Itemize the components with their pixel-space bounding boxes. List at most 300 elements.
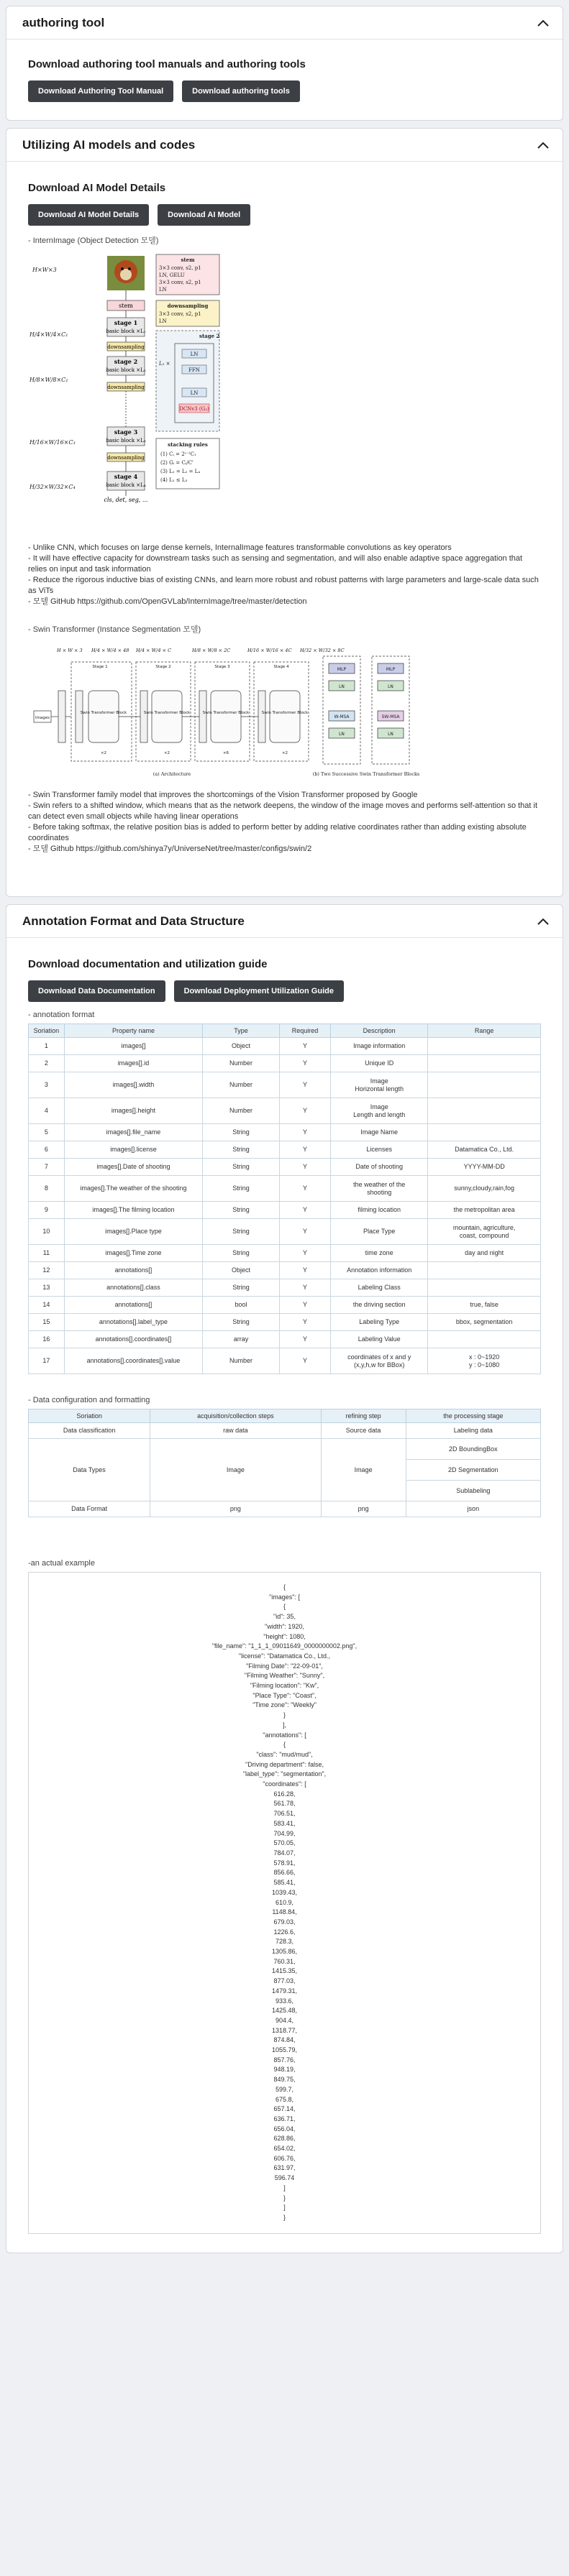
download-deployment-guide-button[interactable]: Download Deployment Utilization Guide	[174, 980, 344, 1002]
json-line: 760.31,	[273, 1957, 296, 1965]
downsampling-text-2: downsampling	[107, 385, 145, 390]
json-line: "label_type": "segmentation",	[242, 1770, 327, 1778]
table-cell: YYYY-MM-DD	[428, 1159, 541, 1176]
table-cell: annotations[].class	[64, 1279, 202, 1297]
swin-github-link[interactable]: - 모델 Github https://github.com/shinya7y/UniverseNet/tree/master/configs/swin/2	[28, 845, 312, 853]
dim-label-3: H/16×W/16×C₃	[29, 439, 76, 446]
json-line: 616.28,	[273, 1790, 296, 1798]
download-ai-model-details-button[interactable]: Download AI Model Details	[28, 204, 149, 226]
annotation-format-table	[28, 1024, 541, 1374]
json-line: "annotations": [	[263, 1731, 306, 1739]
authoring-tool-title: authoring tool	[22, 15, 105, 29]
swin-cell-mlp-a: MLP	[337, 667, 347, 672]
table-cell: String	[203, 1176, 280, 1202]
stage-2-sub: basic block ×L₂	[106, 367, 146, 373]
swin-block-1	[88, 691, 119, 742]
stem-text: stem	[119, 303, 133, 309]
json-line: 628.86,	[273, 2135, 296, 2143]
download-data-documentation-button[interactable]: Download Data Documentation	[28, 980, 165, 1002]
internimage-label: - InternImage (Object Detection 모델)	[28, 236, 159, 245]
json-line: ],	[282, 1721, 286, 1729]
table-cell: mountain, agriculture, coast, compound	[428, 1219, 541, 1245]
swin-block-4-text: Swin Transformer Block	[261, 711, 309, 715]
swin-cell-wmsa: W-MSA	[334, 714, 350, 719]
swin-patch-merging-2	[140, 691, 147, 742]
json-line: "Time zone": "Weekly"	[252, 1701, 317, 1709]
stage-inner-ln-1: LN	[190, 351, 199, 357]
swin-cell-ln-b1: LN	[388, 684, 393, 689]
json-line: 636.71,	[273, 2115, 296, 2122]
json-line: 933.6,	[275, 1997, 294, 2005]
table-header-cell: Property name	[64, 1024, 202, 1038]
config-cell: json	[406, 1501, 540, 1517]
table-row	[29, 1348, 541, 1374]
dim-label-1: H/4×W/4×C₁	[29, 331, 68, 338]
table-row	[29, 1279, 541, 1297]
json-line: 1425.48,	[271, 2007, 298, 2015]
table-cell: annotations[].label_type	[64, 1314, 202, 1331]
table-cell: images[].Place type	[64, 1219, 202, 1245]
input-image-thumbnail	[107, 256, 145, 290]
stem-detail-2: LN, GELU	[159, 272, 185, 278]
stacking-rule-2: (2) Gᵢ = Cᵢ/C'	[160, 460, 194, 466]
table-cell: Object	[203, 1262, 280, 1279]
config-row-classification	[29, 1423, 541, 1439]
table-cell: String	[203, 1245, 280, 1262]
table-cell: images[].Time zone	[64, 1245, 202, 1262]
table-cell: Place Type	[331, 1219, 428, 1245]
config-header-cell: the processing stage	[406, 1409, 540, 1423]
json-line: 948.19,	[273, 2066, 296, 2074]
internimage-architecture-figure	[28, 250, 258, 527]
swin-stage-2-text: Stage 2	[155, 665, 171, 669]
stacking-rule-4: (4) L₁ ≤ L₃	[160, 477, 188, 483]
json-line: ]	[283, 2204, 286, 2212]
stage-3-text: stage 3	[114, 428, 138, 436]
table-row	[29, 1219, 541, 1245]
json-line: 1148.84,	[272, 1908, 297, 1916]
table-cell: Y	[279, 1098, 330, 1124]
json-line: }	[283, 2214, 286, 2221]
stage-2-detail-title: stage 2	[199, 333, 220, 339]
config-cell: Data Format	[29, 1501, 150, 1517]
table-row	[29, 1297, 541, 1314]
authoring-heading: Download authoring tool manuals and authoring tools	[28, 58, 306, 70]
table-cell: 9	[29, 1202, 65, 1219]
table-cell: Y	[279, 1159, 330, 1176]
json-line: "Filming Date": "22-09-01",	[246, 1662, 323, 1670]
swin-caption-b: (b) Two Successive Swin Transformer Blocks	[312, 771, 420, 777]
stage-3-sub: basic block ×L₃	[106, 438, 146, 443]
cls-text: cls, det, seg, ...	[104, 497, 148, 503]
table-cell: coordinates of x and y (x,y,h,w for BBox)	[331, 1348, 428, 1374]
swin-transformer-architecture-figure	[28, 639, 427, 783]
stage-2-detail-box	[156, 331, 219, 431]
swin-block-4	[270, 691, 300, 742]
table-cell: images[].id	[64, 1055, 202, 1072]
json-line: 706.51,	[273, 1810, 296, 1818]
stacking-rule-3: (3) L₁ = L₂ = L₄	[160, 469, 201, 474]
json-line: ]	[283, 2184, 286, 2191]
table-cell: 14	[29, 1297, 65, 1314]
annotation-heading: Download documentation and utilization guide	[28, 958, 268, 970]
table-cell: images[].The filming location	[64, 1202, 202, 1219]
table-cell: Object	[203, 1038, 280, 1055]
json-line: 570.05,	[273, 1839, 296, 1847]
config-header-cell: acquisition/collection steps	[150, 1409, 321, 1423]
annotation-header[interactable]	[6, 905, 563, 938]
config-cell: Image	[321, 1439, 406, 1501]
table-cell: 10	[29, 1219, 65, 1245]
json-line: 606.76,	[273, 2154, 296, 2162]
table-row	[29, 1124, 541, 1141]
table-cell: images[]	[64, 1038, 202, 1055]
table-cell: Labeling Class	[331, 1279, 428, 1297]
table-cell: Y	[279, 1245, 330, 1262]
config-cell: 2D Segmentation	[406, 1460, 540, 1481]
swin-patch-merging-3	[199, 691, 206, 742]
table-header-cell: Description	[331, 1024, 428, 1038]
table-cell: sunny,cloudy,rain,fog	[428, 1176, 541, 1202]
table-cell: 8	[29, 1176, 65, 1202]
config-cell: png	[150, 1501, 321, 1517]
json-line: 578.91,	[273, 1859, 296, 1867]
json-line: 657.14,	[273, 2105, 296, 2113]
table-cell: time zone	[331, 1245, 428, 1262]
swin-block-3	[211, 691, 241, 742]
json-line: 874.84,	[273, 2036, 296, 2044]
table-cell	[428, 1279, 541, 1297]
swin-stage-4-text: Stage 4	[273, 665, 289, 669]
json-line: 856.66,	[273, 1869, 296, 1877]
swin-block-1-text: Swin Transformer Block	[80, 711, 127, 715]
table-cell: Number	[203, 1072, 280, 1098]
stem-detail-1: 3×3 conv, s2, p1	[159, 265, 201, 271]
table-cell: Datamatica Co., Ltd.	[428, 1141, 541, 1159]
table-cell: images[].file_name	[64, 1124, 202, 1141]
table-cell: Y	[279, 1124, 330, 1141]
config-cell: Data Types	[29, 1439, 150, 1501]
table-row	[29, 1072, 541, 1098]
table-cell: String	[203, 1141, 280, 1159]
config-cell: raw data	[150, 1423, 321, 1439]
json-line: 728.3,	[275, 1938, 294, 1946]
table-cell: images[].license	[64, 1141, 202, 1159]
swin-images-text: Images	[35, 716, 50, 720]
table-cell: day and night	[428, 1245, 541, 1262]
json-line: "license": "Datamatica Co., Ltd.,	[238, 1652, 331, 1660]
json-example-box	[28, 1572, 541, 2234]
table-cell: Image Length and length	[331, 1098, 428, 1124]
table-row	[29, 1159, 541, 1176]
json-line: "file_name": "1_1_1_09011649_0000000002.png",	[211, 1642, 358, 1650]
ai-models-section	[6, 128, 563, 897]
swin-dim-1: H/4 × W/4 × C	[136, 648, 172, 653]
example-label: -an actual example	[28, 1559, 95, 1568]
table-cell: Y	[279, 1176, 330, 1202]
dim-label-0: H×W×3	[32, 267, 57, 273]
table-cell: 17	[29, 1348, 65, 1374]
table-cell	[428, 1055, 541, 1072]
json-line: 877.03,	[273, 1977, 296, 1985]
table-cell: images[].Date of shooting	[64, 1159, 202, 1176]
table-header-cell: Range	[428, 1024, 541, 1038]
json-line: "width": 1920,	[265, 1622, 304, 1630]
swin-caption-a: (a) Architecture	[153, 771, 191, 777]
json-line: 654.02,	[273, 2145, 296, 2153]
internimage-desc-3: - Reduce the rigorous inductive bias of existing CNNs, and learn more robust and robust patterns with large parameters and large-scale data such as ViTs	[28, 576, 539, 595]
json-line: 1305.86,	[271, 1948, 298, 1956]
stage-2-text: stage 2	[114, 358, 138, 365]
chevron-up-icon[interactable]	[535, 15, 551, 31]
table-cell: Image Name	[331, 1124, 428, 1141]
json-line: 704.99,	[273, 1829, 296, 1837]
table-cell: Number	[203, 1348, 280, 1374]
swin-cell-ln-a1: LN	[339, 684, 345, 689]
table-row	[29, 1245, 541, 1262]
json-line: "coordinates": [	[263, 1780, 306, 1788]
config-cell: 2D BoundingBox	[406, 1439, 540, 1460]
table-cell: String	[203, 1314, 280, 1331]
json-line: 561.78,	[273, 1800, 296, 1808]
json-line: "Place Type": "Coast",	[252, 1691, 317, 1699]
config-cell: Data classification	[29, 1423, 150, 1439]
json-line: 849.75,	[273, 2076, 296, 2084]
table-cell	[428, 1038, 541, 1055]
json-line: "Filming Weather": "Sunny",	[244, 1672, 325, 1680]
table-cell: 13	[29, 1279, 65, 1297]
json-line: 583.41,	[273, 1819, 296, 1827]
ai-models-header[interactable]	[6, 129, 563, 162]
swin-block-3-text: Swin Transformer Block	[202, 711, 250, 715]
stem-detail-3: 3×3 conv, s2, p1	[159, 280, 201, 285]
table-cell: 1	[29, 1038, 65, 1055]
table-cell: String	[203, 1159, 280, 1176]
stage-inner-ln-2: LN	[190, 390, 199, 396]
table-cell: bool	[203, 1297, 280, 1314]
table-cell	[428, 1262, 541, 1279]
swin-stage-1-text: Stage 1	[92, 665, 108, 669]
json-line: 679.03,	[273, 1918, 296, 1926]
swin-patch-partition-box	[58, 691, 65, 742]
json-line: 631.97,	[273, 2164, 296, 2172]
table-row	[29, 1038, 541, 1055]
table-cell: Number	[203, 1055, 280, 1072]
config-row-types	[29, 1439, 541, 1460]
swin-patch-merging-4	[258, 691, 265, 742]
json-line: "class": "mud/mud",	[256, 1750, 313, 1758]
table-header-cell: Required	[279, 1024, 330, 1038]
swin-dim-0: H/4 × W/4 × 48	[91, 648, 129, 653]
stacking-rules-title: stacking rules	[168, 441, 208, 448]
swin-label: - Swin Transformer (Instance Segmentation 모델)	[28, 625, 201, 634]
data-configuration-table	[28, 1409, 541, 1517]
json-line: 1479.31,	[271, 1987, 298, 1995]
table-cell: String	[203, 1202, 280, 1219]
table-cell: 5	[29, 1124, 65, 1141]
json-line: {	[283, 1583, 286, 1591]
authoring-tool-section	[6, 6, 563, 121]
table-cell: images[].width	[64, 1072, 202, 1098]
table-cell: Y	[279, 1219, 330, 1245]
table-cell	[428, 1072, 541, 1098]
downsampling-detail-title: downsampling	[167, 303, 209, 309]
table-cell: Unique ID	[331, 1055, 428, 1072]
chevron-up-icon[interactable]	[535, 914, 551, 929]
json-line: {	[283, 1741, 286, 1749]
downsampling-detail-1: 3×3 conv, s2, p1	[159, 311, 201, 317]
swin-dim-2: H/8 × W/8 × 2C	[192, 648, 231, 653]
table-cell: the driving section	[331, 1297, 428, 1314]
json-line: "Filming location": "Kw",	[250, 1682, 319, 1690]
json-line: 1415.35,	[271, 1967, 298, 1975]
table-row	[29, 1262, 541, 1279]
internimage-desc-2: - It will have effective capacity for downstream tasks such as sensing and segmentation, and will also enable adaptive space aggregation that relies on input and task information	[28, 554, 523, 574]
table-cell: annotations[].coordinates[]	[64, 1331, 202, 1348]
json-line: 904.4,	[275, 2016, 294, 2024]
swin-cell-ln-a2: LN	[339, 732, 345, 737]
table-cell: 15	[29, 1314, 65, 1331]
config-cell: Sublabeling	[406, 1481, 540, 1501]
swin-dim-4: H/32 × W/32 × 8C	[300, 648, 345, 653]
table-row	[29, 1098, 541, 1124]
json-line: 610.9,	[275, 1898, 294, 1906]
download-authoring-tools-button[interactable]: Download authoring tools	[182, 80, 300, 102]
json-line: 656.04,	[273, 2125, 296, 2133]
json-line: 1226.6,	[273, 1928, 296, 1936]
stage-inner-dcn: DCNv3 (G₂)	[179, 406, 209, 412]
table-cell: 3	[29, 1072, 65, 1098]
internimage-desc-1: - Unlike CNN, which focuses on large dense kernels, InternalImage features transformable convolutions as key operators	[28, 543, 452, 552]
table-cell: Image information	[331, 1038, 428, 1055]
json-line: "images": [	[269, 1593, 300, 1601]
table-cell: images[].height	[64, 1098, 202, 1124]
table-cell: Y	[279, 1038, 330, 1055]
json-line: 599.7,	[275, 2085, 294, 2093]
config-header-cell: refining step	[321, 1409, 406, 1423]
swin-mult-2: ×2	[163, 751, 170, 755]
swin-dim-top: H × W × 3	[57, 648, 83, 653]
swin-dim-3: H/16 × W/16 × 4C	[247, 648, 292, 653]
stage-1-text: stage 1	[114, 319, 138, 326]
table-cell: the weather of the shooting	[331, 1176, 428, 1202]
table-header-cell: Soriation	[29, 1024, 65, 1038]
config-cell: Image	[150, 1439, 321, 1501]
swin-block-2	[152, 691, 182, 742]
json-line: 857.76,	[273, 2056, 296, 2064]
table-cell: Y	[279, 1055, 330, 1072]
table-cell: 16	[29, 1331, 65, 1348]
annotation-section	[6, 904, 563, 2253]
json-line: 596.74	[274, 2174, 295, 2182]
table-cell: annotations[].coordinates[].value	[64, 1348, 202, 1374]
config-cell: Source data	[321, 1423, 406, 1439]
swin-block-2-text: Swin Transformer Block	[143, 711, 191, 715]
swin-desc-1: - Swin Transformer family model that improves the shortcomings of the Vision Transformer proposed by Google	[28, 791, 418, 799]
swin-desc-2: - Swin refers to a shifted window, which means that as the network deepens, the window of the image moves and performs self-attention so that it can detect even small objects while having linear operations	[28, 801, 538, 821]
table-cell: Y	[279, 1297, 330, 1314]
json-line: 675.8,	[275, 2095, 294, 2103]
stage-4-text: stage 4	[114, 473, 138, 480]
annotation-title: Annotation Format and Data Structure	[22, 914, 245, 928]
table-cell: bbox, segmentation	[428, 1314, 541, 1331]
json-line: 784.07,	[273, 1849, 296, 1857]
download-ai-model-button[interactable]: Download AI Model	[158, 204, 250, 226]
table-row	[29, 1331, 541, 1348]
table-cell: Y	[279, 1279, 330, 1297]
table-row	[29, 1055, 541, 1072]
table-header-cell: Type	[203, 1024, 280, 1038]
table-cell: 4	[29, 1098, 65, 1124]
table-cell: filming location	[331, 1202, 428, 1219]
swin-desc-3: - Before taking softmax, the relative position bias is added to perform better by adding relative coordinates rather than adding existing absolute coordinates	[28, 823, 527, 842]
table-cell: Date of shooting	[331, 1159, 428, 1176]
table-cell	[428, 1098, 541, 1124]
table-row	[29, 1314, 541, 1331]
table-cell: 12	[29, 1262, 65, 1279]
table-cell: Licenses	[331, 1141, 428, 1159]
swin-cell-mlp-b: MLP	[386, 667, 396, 672]
swin-mult-3: ×6	[222, 751, 229, 755]
table-cell: array	[203, 1331, 280, 1348]
config-header-cell: Soriation	[29, 1409, 150, 1423]
swin-mult-4: ×2	[281, 751, 288, 755]
json-line: "height": 1080,	[263, 1632, 306, 1640]
ai-model-heading: Download AI Model Details	[28, 182, 166, 194]
swin-stage-3-text: Stage 3	[214, 665, 230, 669]
table-cell: Labeling Value	[331, 1331, 428, 1348]
downsampling-text-3: downsampling	[107, 455, 145, 461]
json-line: {	[283, 1603, 286, 1611]
json-line: 585.41,	[273, 1879, 296, 1887]
stage-li-text: L₂ ×	[159, 361, 170, 367]
download-authoring-manual-button[interactable]: Download Authoring Tool Manual	[28, 80, 173, 102]
table-cell: Y	[279, 1202, 330, 1219]
chevron-up-icon[interactable]	[535, 137, 551, 153]
dim-label-2: H/8×W/8×C₂	[29, 377, 68, 383]
config-cell: Labeling data	[406, 1423, 540, 1439]
authoring-tool-header[interactable]	[6, 6, 563, 40]
swin-cell-ln-b2: LN	[388, 732, 393, 737]
table-cell: Y	[279, 1348, 330, 1374]
stage-1-sub: basic block ×L₁	[106, 328, 146, 334]
table-cell: images[].The weather of the shooting	[64, 1176, 202, 1202]
table-cell: 7	[29, 1159, 65, 1176]
table-row	[29, 1202, 541, 1219]
table-cell: String	[203, 1124, 280, 1141]
config-row-format	[29, 1501, 541, 1517]
stage-4-sub: basic block ×L₄	[106, 482, 146, 488]
swin-mult-1: ×2	[100, 751, 107, 755]
json-line: 1055.79,	[271, 2046, 298, 2054]
downsampling-detail-2: LN	[159, 318, 167, 324]
table-cell: true, false	[428, 1297, 541, 1314]
table-cell: Y	[279, 1262, 330, 1279]
stage-inner-ffn: FFN	[188, 367, 200, 373]
table-cell: Y	[279, 1072, 330, 1098]
internimage-github-link[interactable]: - 모델 GitHub https://github.com/OpenGVLab/InternImage/tree/master/detection	[28, 597, 307, 606]
json-line: "id": 35,	[273, 1613, 296, 1621]
json-line: "Driving department": false,	[245, 1760, 324, 1768]
stem-detail-4: LN	[159, 287, 167, 293]
stacking-rule-1: (1) Cᵢ = 2ⁱ⁻¹C₁	[160, 451, 196, 457]
table-cell: annotations[]	[64, 1262, 202, 1279]
swin-linear-embedding-box	[76, 691, 83, 742]
table-cell: Number	[203, 1098, 280, 1124]
table-cell	[428, 1124, 541, 1141]
table-cell	[428, 1331, 541, 1348]
table-cell: 6	[29, 1141, 65, 1159]
